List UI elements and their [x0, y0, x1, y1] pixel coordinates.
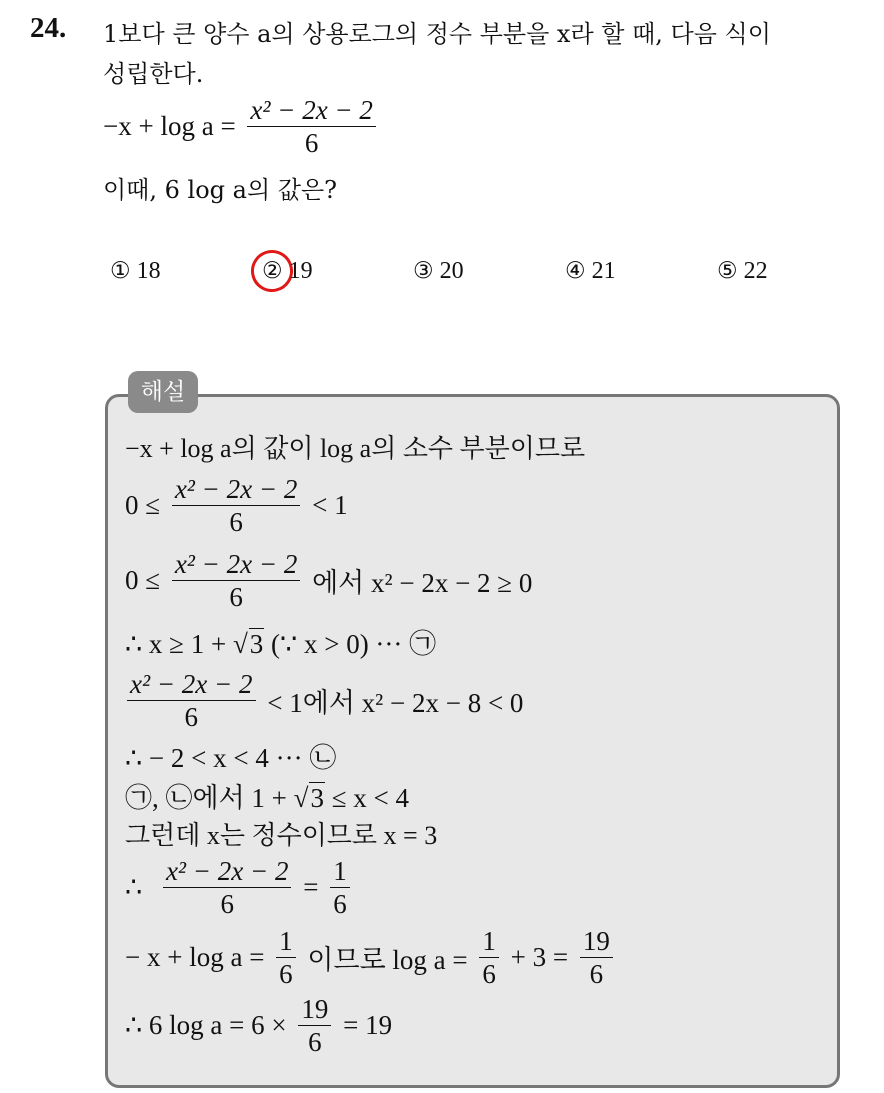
l11-numerator: 19 [301, 994, 329, 1024]
l10-num-2: 1 [482, 926, 496, 956]
l10-num-1: 1 [279, 926, 293, 956]
problem-stem-line2: 성립한다. [103, 60, 204, 88]
solution-line-8: 그런데 x는 정수이므로 x = 3 [125, 821, 438, 850]
l3-right: 에서 x² − 2x − 2 ≥ 0 [312, 568, 533, 598]
l5-fraction [127, 668, 256, 733]
l9-denominator: 6 [163, 887, 292, 920]
solution-line-5 [122, 668, 523, 733]
l4-part-a: ∴ x ≥ 1 + √ [125, 629, 248, 659]
l10-fraction-1 [276, 925, 296, 990]
choice-4-value: 21 [591, 258, 616, 284]
solution-tab: 해설 [128, 371, 198, 413]
l2-fraction [172, 473, 301, 538]
solution-line-11 [125, 993, 392, 1058]
choice-1-value: 18 [136, 258, 161, 284]
solution-line-6: ∴ − 2 < x < 4 ··· ㉡ [125, 743, 337, 773]
l10-den-2: 6 [479, 957, 499, 990]
l9-right-numerator: 1 [333, 856, 347, 886]
l5-numerator: x² − 2x − 2 [130, 669, 253, 699]
l10-part-b: 이므로 log a = [307, 945, 468, 975]
l10-fraction-3 [580, 925, 613, 990]
l9-equals: = [303, 872, 319, 902]
l2-right: < 1 [312, 490, 348, 520]
choice-3-value: 20 [439, 258, 464, 284]
l3-fraction [172, 548, 301, 613]
l7-radicand: 3 [310, 783, 324, 813]
l11-fraction [298, 993, 331, 1058]
l4-part-b: (∵ x > 0) ··· ㉠ [264, 629, 437, 659]
l11-denominator: 6 [298, 1025, 331, 1058]
choice-4[interactable] [565, 258, 616, 285]
choice-1-mark: ① [110, 258, 131, 284]
choice-2[interactable] [262, 258, 313, 285]
l10-num-3: 19 [582, 926, 610, 956]
equation-lhs: −x + log a = [103, 111, 236, 141]
problem-equation [103, 94, 381, 159]
choice-5[interactable] [717, 258, 768, 285]
choice-3-mark: ③ [413, 258, 434, 284]
solution-line-2 [125, 473, 348, 538]
l9-fraction-right [330, 855, 350, 920]
l10-fraction-2 [479, 925, 499, 990]
l10-den-3: 6 [580, 957, 613, 990]
l3-denominator: 6 [172, 580, 301, 613]
solution-line-1: −x + log a의 값이 log a의 소수 부분이므로 [125, 434, 586, 463]
equation-denominator: 6 [247, 126, 376, 159]
l10-part-a: − x + log a = [125, 942, 265, 972]
problem-question: 이때, 6 log a의 값은? [103, 176, 337, 204]
l7-part-a: ㉠, ㉡에서 1 + √ [125, 783, 309, 813]
l3-left: 0 ≤ [125, 565, 161, 595]
l9-right-denominator: 6 [330, 887, 350, 920]
problem-number: 24. [30, 12, 67, 44]
choice-2-mark: ② [262, 258, 283, 284]
solution-line-7 [125, 776, 409, 815]
l3-numerator: x² − 2x − 2 [174, 549, 298, 579]
solution-line-4 [125, 622, 436, 661]
l2-left: 0 ≤ [125, 490, 161, 520]
equation-numerator: x² − 2x − 2 [250, 95, 373, 125]
l5-denominator: 6 [127, 700, 256, 733]
l10-den-1: 6 [276, 957, 296, 990]
choice-5-mark: ⑤ [717, 258, 738, 284]
solution-line-3 [125, 548, 532, 613]
l4-radicand: 3 [249, 629, 264, 659]
l11-part-a: ∴ 6 log a = 6 × [125, 1010, 287, 1040]
l2-denominator: 6 [172, 505, 301, 538]
problem-stem-line1: 1보다 큰 양수 a의 상용로그의 정수 부분을 x라 할 때, 다음 식이 [103, 20, 771, 48]
l9-fraction-left [163, 855, 292, 920]
choice-3[interactable] [413, 258, 464, 285]
choice-2-value: 19 [288, 258, 313, 284]
l7-part-b: ≤ x < 4 [324, 783, 410, 813]
solution-line-10 [125, 925, 618, 990]
l2-numerator: x² − 2x − 2 [174, 474, 298, 504]
equation-fraction [247, 94, 376, 159]
l9-numerator: x² − 2x − 2 [165, 856, 289, 886]
l11-part-b: = 19 [343, 1010, 393, 1040]
l9-therefore: ∴ [125, 872, 143, 902]
choice-1[interactable] [110, 258, 161, 285]
choice-5-value: 22 [743, 258, 768, 284]
solution-line-9 [125, 855, 355, 920]
l5-right: < 1에서 x² − 2x − 8 < 0 [267, 688, 524, 718]
l10-part-c: + 3 = [510, 942, 569, 972]
choice-4-mark: ④ [565, 258, 586, 284]
